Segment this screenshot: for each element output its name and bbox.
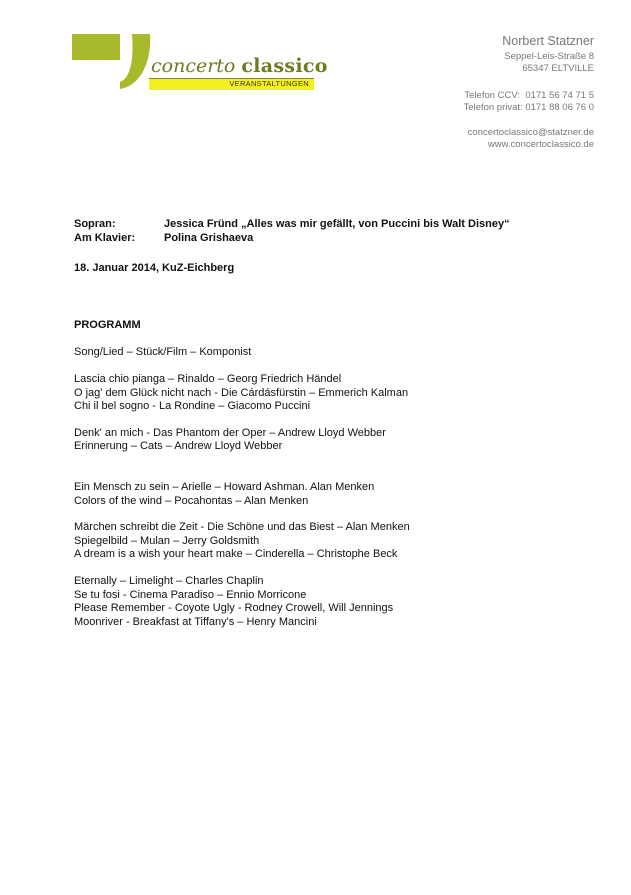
program-item: Denk' an mich - Das Phantom der Oper – Andrew Lloyd Webber	[74, 426, 386, 439]
program-item: Eternally – Limelight – Charles Chaplin	[74, 574, 264, 587]
logo-wordmark	[151, 55, 328, 77]
logo-tagline: VERANSTALTUNGEN	[229, 79, 309, 88]
program-item: Märchen schreibt die Zeit - Die Schöne und das Biest – Alan Menken	[74, 521, 410, 534]
program-item: Chi il bel sogno - La Rondine – Giacomo Puccini	[74, 400, 311, 413]
performer-value: Polina Grishaeva	[164, 231, 254, 244]
performer-soprano	[74, 218, 574, 232]
phone-ccv	[464, 90, 594, 102]
program-item: Se tu fosi - Cinema Paradiso – Ennio Morricone	[74, 588, 307, 601]
program-group-1	[74, 373, 574, 414]
performer-label: Am Klavier:	[74, 231, 136, 244]
performer-label: Sopran:	[74, 218, 116, 230]
logo-green-block	[72, 34, 120, 60]
program-item: Lascia chio pianga – Rinaldo – Georg Friedrich Händel	[74, 372, 342, 385]
sender-street: Seppel-Leis-Straße 8	[504, 51, 594, 62]
program-group-5	[74, 575, 574, 629]
program-heading: PROGRAMM	[74, 318, 141, 331]
event-date: 18. Januar 2014, KuZ-Eichberg	[74, 262, 235, 275]
program-item: O jag' dem Glück nicht nach - Die Cárdásfürstin – Emmerich Kalman	[74, 386, 409, 399]
phone-ccv-value: 0171 56 74 71 5	[525, 90, 594, 101]
program-item: Ein Mensch zu sein – Arielle – Howard Ashman. Alan Menken	[74, 480, 375, 493]
program-intro: Song/Lied – Stück/Film – Komponist	[74, 346, 252, 359]
program-group-2	[74, 427, 574, 454]
phone-ccv-label: Telefon CCV:	[464, 90, 521, 101]
program-group-4	[74, 521, 574, 562]
phone-private-value: 0171 88 06 76 0	[525, 102, 594, 113]
performer-value: Jessica Fründ „Alles was mir gefällt, von Puccini bis Walt Disney“	[164, 218, 510, 230]
program-item: Please Remember - Coyote Ugly - Rodney Crowell, Will Jennings	[74, 602, 394, 615]
program-item: Moonriver - Breakfast at Tiffany's – Henry Mancini	[74, 615, 317, 628]
sender-email[interactable]: concertoclassico@statzner.de	[467, 127, 594, 138]
sender-name: Norbert Statzner	[502, 34, 594, 48]
sender-city: 65347 ELTVILLE	[522, 63, 594, 74]
program-item: Erinnerung – Cats – Andrew Lloyd Webber	[74, 440, 283, 453]
logo-tagline-bar	[149, 78, 314, 90]
logo-word-concerto: concerto	[151, 55, 236, 77]
program-item: Colors of the wind – Pocahontas – Alan Menken	[74, 494, 309, 507]
phone-private-label: Telefon privat:	[463, 102, 523, 113]
document-body	[74, 218, 574, 629]
company-logo	[72, 34, 328, 92]
logo-word-classico: classico	[241, 55, 328, 77]
program-item: Spiegelbild – Mulan – Jerry Goldsmith	[74, 534, 260, 547]
phone-private	[464, 102, 594, 114]
program-item: A dream is a wish your heart make – Cinderella – Christophe Beck	[74, 548, 398, 561]
letterhead-address	[464, 33, 594, 151]
program-group-3	[74, 481, 574, 508]
performer-piano	[74, 232, 574, 246]
sender-website[interactable]: www.concertoclassico.de	[487, 139, 594, 150]
